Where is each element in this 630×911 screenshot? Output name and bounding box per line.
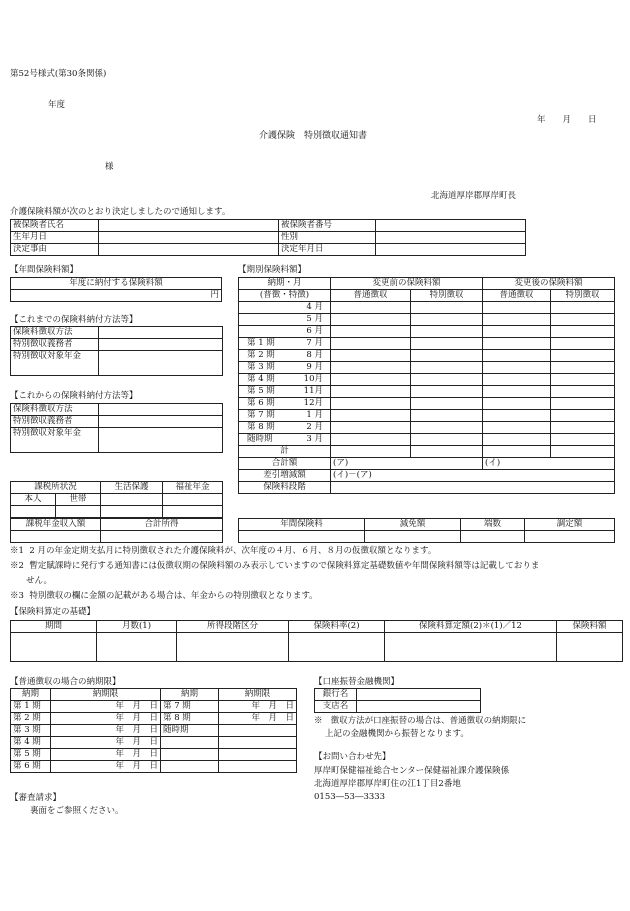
table-row — [239, 519, 615, 531]
deadline-period-2 — [161, 737, 219, 749]
basis-table — [10, 620, 623, 662]
period-row — [239, 326, 615, 338]
deadline-period-2 — [161, 761, 219, 773]
issuer: 北海道厚岸郡厚岸町長 — [431, 191, 517, 201]
table-row — [315, 689, 481, 701]
addressee-suffix: 様 — [105, 162, 114, 172]
reason-value — [99, 244, 279, 256]
kei-label: 計 — [239, 446, 331, 458]
future-method-heading: 【これからの保険料納付方法等】 — [10, 391, 138, 401]
deadline-date-2 — [219, 737, 297, 749]
table-row — [11, 428, 223, 453]
after-normal-label: 普通徴収 — [483, 290, 551, 302]
basis-header: 保険料額 — [557, 621, 623, 633]
deadline-row — [11, 713, 297, 725]
table-row — [11, 482, 223, 494]
period-cell — [239, 302, 331, 314]
contact-phone: 0153―53―3333 — [314, 792, 386, 802]
period-label: 第 3 期 — [247, 362, 275, 372]
annual-heading: 【年間保険料額】 — [10, 265, 79, 275]
deadline-period: 第 3 期 — [11, 725, 51, 737]
period-row — [239, 410, 615, 422]
deadline-date-2 — [219, 725, 297, 737]
deadline-col-period-2: 納期 — [161, 689, 219, 701]
deadline-heading: 【普通徴収の場合の納期限】 — [10, 677, 121, 687]
gender-label: 性別 — [279, 232, 376, 244]
deadline-period-2: 随時期 — [161, 725, 219, 737]
past-method-table — [10, 326, 223, 376]
deadline-row — [11, 737, 297, 749]
note-1-text: 2 月の年金定期支払月に特別徴収された介護保険料が、次年度の４月、６月、８月の仮徴収額となります。 — [29, 546, 437, 556]
before-label: 変更前の保険料額 — [331, 278, 483, 290]
table-row — [239, 482, 615, 494]
month-label: 10月 — [303, 374, 323, 384]
month-label: 4 月 — [306, 302, 323, 312]
gender-value — [376, 232, 526, 244]
note-2-mark: ※2 — [10, 561, 24, 571]
summary-fraction: 端数 — [461, 519, 525, 531]
period-row — [239, 338, 615, 350]
note-2-continued: せん。 — [26, 576, 53, 586]
deadline-date: 年 月 日 — [51, 725, 161, 737]
table-row — [239, 290, 615, 302]
period-label: 第 2 期 — [247, 350, 275, 360]
period-cell — [239, 314, 331, 326]
period-row — [239, 422, 615, 434]
table-row — [315, 701, 481, 713]
summary-annual: 年間保険料 — [239, 519, 365, 531]
period-cell — [239, 374, 331, 386]
period-row — [239, 302, 615, 314]
stage-label: 保険料段階 — [239, 482, 331, 494]
contact-heading: 【お問い合わせ先】 — [314, 752, 391, 762]
annual-col-label: 年度に納付する保険料額 — [11, 278, 222, 290]
table-row — [11, 494, 223, 506]
reason-label: 決定事由 — [11, 244, 99, 256]
period-cell — [239, 350, 331, 362]
deadline-row — [11, 701, 297, 713]
issue-date: 年 月 日 — [537, 115, 597, 125]
note-3-mark: ※3 — [10, 591, 24, 601]
note-3 — [10, 591, 318, 601]
table-row — [11, 531, 223, 543]
period-label: 第 1 期 — [247, 338, 275, 348]
table-row — [11, 416, 223, 428]
note-1-mark: ※1 — [10, 546, 24, 556]
deadline-period-2 — [161, 749, 219, 761]
period-cell — [239, 326, 331, 338]
table-row — [11, 232, 526, 244]
table-row — [11, 689, 297, 701]
deadline-col-deadline: 納期限 — [51, 689, 161, 701]
bank-label: 銀行名 — [315, 689, 357, 701]
period-row — [239, 374, 615, 386]
household-label: 世帯 — [56, 494, 101, 506]
past-method-row-label: 特別徴収義務者 — [11, 339, 99, 351]
month-label: 12月 — [303, 398, 323, 408]
diff-value: (イ)－(ア) — [331, 470, 615, 482]
period-label: 第 4 期 — [247, 374, 275, 384]
bank-note-1 — [314, 716, 526, 726]
period-header: 納期・月 — [239, 278, 331, 290]
deadline-row — [11, 761, 297, 773]
appeal-heading: 【審査請求】 — [10, 793, 62, 803]
birth-label: 生年月日 — [11, 232, 99, 244]
table-row — [11, 404, 223, 416]
period-row — [239, 350, 615, 362]
note-1 — [10, 546, 436, 556]
bank-heading: 【口座振替金融機関】 — [314, 677, 400, 687]
deadline-date: 年 月 日 — [51, 761, 161, 773]
diff-label: 差引増減額 — [239, 470, 331, 482]
deadline-period: 第 1 期 — [11, 701, 51, 713]
past-method-row-label: 保険料徴収方法 — [11, 327, 99, 339]
period-cell — [239, 362, 331, 374]
future-method-table — [10, 403, 223, 453]
insured-number-label: 被保険者番号 — [279, 220, 376, 232]
table-row — [11, 327, 223, 339]
deadline-date: 年 月 日 — [51, 713, 161, 725]
insured-name-value — [99, 220, 279, 232]
insured-number-value — [376, 220, 526, 232]
appeal-text: 裏面をご参照ください。 — [30, 806, 124, 816]
form-number: 第52号様式(第30条関係) — [10, 69, 107, 79]
month-label: 9 月 — [306, 362, 323, 372]
after-label: 変更後の保険料額 — [483, 278, 615, 290]
deadline-col-deadline-2: 納期限 — [219, 689, 297, 701]
table-row — [11, 621, 623, 633]
table-row — [239, 531, 615, 543]
period-label: 第 7 期 — [247, 410, 275, 420]
month-label: 7 月 — [306, 338, 323, 348]
before-special-label: 特別徴収 — [411, 290, 483, 302]
period-row — [239, 386, 615, 398]
period-cell — [239, 434, 331, 446]
month-label: 1 月 — [306, 410, 323, 420]
contact-dept: 厚岸町保健福祉総合センター保健福祉課介護保険係 — [314, 766, 510, 776]
fiscal-year-label: 年度 — [48, 100, 66, 110]
period-row — [239, 398, 615, 410]
note-2-text: 暫定賦課時に発行する通知書には仮徴収期の保険料額のみ表示していますので保険料算定基礎数値や年間保険料額等は記載しておりま — [29, 561, 540, 571]
deadline-table — [10, 688, 297, 773]
deadline-period: 第 5 期 — [11, 749, 51, 761]
period-row — [239, 362, 615, 374]
future-method-row-label: 保険料徴収方法 — [11, 404, 99, 416]
bank-note-mark: ※ — [314, 716, 323, 726]
deadline-date-2: 年 月 日 — [219, 701, 297, 713]
deadline-period: 第 4 期 — [11, 737, 51, 749]
after-special-label: 特別徴収 — [551, 290, 615, 302]
mark-a: (ア) — [331, 458, 483, 470]
deadline-date: 年 月 日 — [51, 737, 161, 749]
table-row — [11, 244, 526, 256]
deadline-date-2 — [219, 749, 297, 761]
month-label: 2 月 — [306, 422, 323, 432]
table-row — [239, 446, 615, 458]
period-cell — [239, 386, 331, 398]
basis-header: 所得段階区分 — [177, 621, 289, 633]
note-3-text: 特別徴収の欄に金額の記載がある場合は、年金からの特別徴収となります。 — [29, 591, 318, 601]
future-method-row-label: 特別徴収対象年金 — [11, 428, 99, 453]
period-label: 第 8 期 — [247, 422, 275, 432]
table-row — [239, 278, 615, 290]
period-label: 随時期 — [247, 434, 273, 444]
period-sub: (普徴・特徴) — [239, 290, 331, 302]
basis-heading: 【保険料算定の基礎】 — [10, 607, 96, 617]
insured-info-table — [10, 219, 526, 256]
period-cell — [239, 422, 331, 434]
period-cell — [239, 410, 331, 422]
summary-reduction: 減免額 — [365, 519, 461, 531]
summary-table — [238, 518, 615, 543]
month-label: 5 月 — [306, 314, 323, 324]
before-normal-label: 普通徴収 — [331, 290, 411, 302]
table-row — [239, 470, 615, 482]
table-row — [11, 278, 222, 290]
period-label: 第 5 期 — [247, 386, 275, 396]
self-label: 本人 — [11, 494, 56, 506]
tax-status-label: 課税所状況 — [11, 482, 101, 494]
basis-header: 保険料率(2) — [289, 621, 385, 633]
deadline-date-2 — [219, 761, 297, 773]
periodic-heading: 【期別保険料額】 — [238, 265, 307, 275]
birth-value — [99, 232, 279, 244]
table-row — [11, 519, 223, 531]
period-label: 第 6 期 — [247, 398, 275, 408]
deadline-row — [11, 725, 297, 737]
decision-date-label: 決定年月日 — [279, 244, 376, 256]
bank-note-2: 上記の金融機関から振替となります。 — [325, 729, 469, 739]
summary-adjusted: 調定額 — [525, 519, 615, 531]
income-table — [10, 518, 223, 543]
future-method-row-label: 特別徴収義務者 — [11, 416, 99, 428]
intro-text: 介護保険料額が次のとおり決定しましたので通知します。 — [10, 207, 231, 217]
month-label: 11月 — [303, 386, 323, 396]
deadline-period: 第 6 期 — [11, 761, 51, 773]
period-row — [239, 434, 615, 446]
month-label: 6 月 — [306, 326, 323, 336]
deadline-date: 年 月 日 — [51, 701, 161, 713]
table-row — [11, 339, 223, 351]
total-label: 合計額 — [239, 458, 331, 470]
welfare-label: 生活保護 — [101, 482, 163, 494]
basis-header: 期間 — [11, 621, 97, 633]
past-method-row-label: 特別徴収対象年金 — [11, 351, 99, 376]
period-row — [239, 314, 615, 326]
month-label: 3 月 — [306, 434, 323, 444]
insured-name-label: 被保険者氏名 — [11, 220, 99, 232]
table-row — [239, 458, 615, 470]
bank-table — [314, 688, 481, 713]
deadline-period-2: 第 7 期 — [161, 701, 219, 713]
annual-table — [10, 277, 222, 302]
period-cell — [239, 338, 331, 350]
mark-i: (イ) — [483, 458, 615, 470]
table-row — [11, 351, 223, 376]
period-cell — [239, 398, 331, 410]
periodic-table — [238, 277, 615, 494]
annual-yen: 円 — [11, 290, 222, 302]
basis-header: 保険料算定額(2)＊(1)／12 — [385, 621, 557, 633]
basis-header: 月数(1) — [97, 621, 177, 633]
branch-label: 支店名 — [315, 701, 357, 713]
tax-status-table — [10, 481, 223, 518]
deadline-date: 年 月 日 — [51, 749, 161, 761]
pension-label: 福祉年金 — [163, 482, 223, 494]
month-label: 8 月 — [306, 350, 323, 360]
table-row — [11, 290, 222, 302]
deadline-period-2: 第 8 期 — [161, 713, 219, 725]
deadline-period: 第 2 期 — [11, 713, 51, 725]
deadline-date-2: 年 月 日 — [219, 713, 297, 725]
deadline-col-period: 納期 — [11, 689, 51, 701]
income-label: 課税年金収入額 — [11, 519, 101, 531]
deadline-row — [11, 749, 297, 761]
decision-date-value — [376, 244, 526, 256]
bank-note-text: 徴収方法が口座振替の場合は、普通徴収の納期限に — [330, 716, 527, 726]
total-income-label: 合計所得 — [101, 519, 223, 531]
past-method-heading: 【これまでの保険料納付方法等】 — [10, 315, 138, 325]
page-title: 介護保険 特別徴収通知書 — [259, 131, 368, 141]
table-row — [11, 220, 526, 232]
note-2 — [10, 561, 539, 571]
table-row — [11, 633, 623, 662]
contact-address: 北海道厚岸郡厚岸町住の江1丁目2番地 — [314, 779, 461, 789]
table-row — [11, 506, 223, 518]
